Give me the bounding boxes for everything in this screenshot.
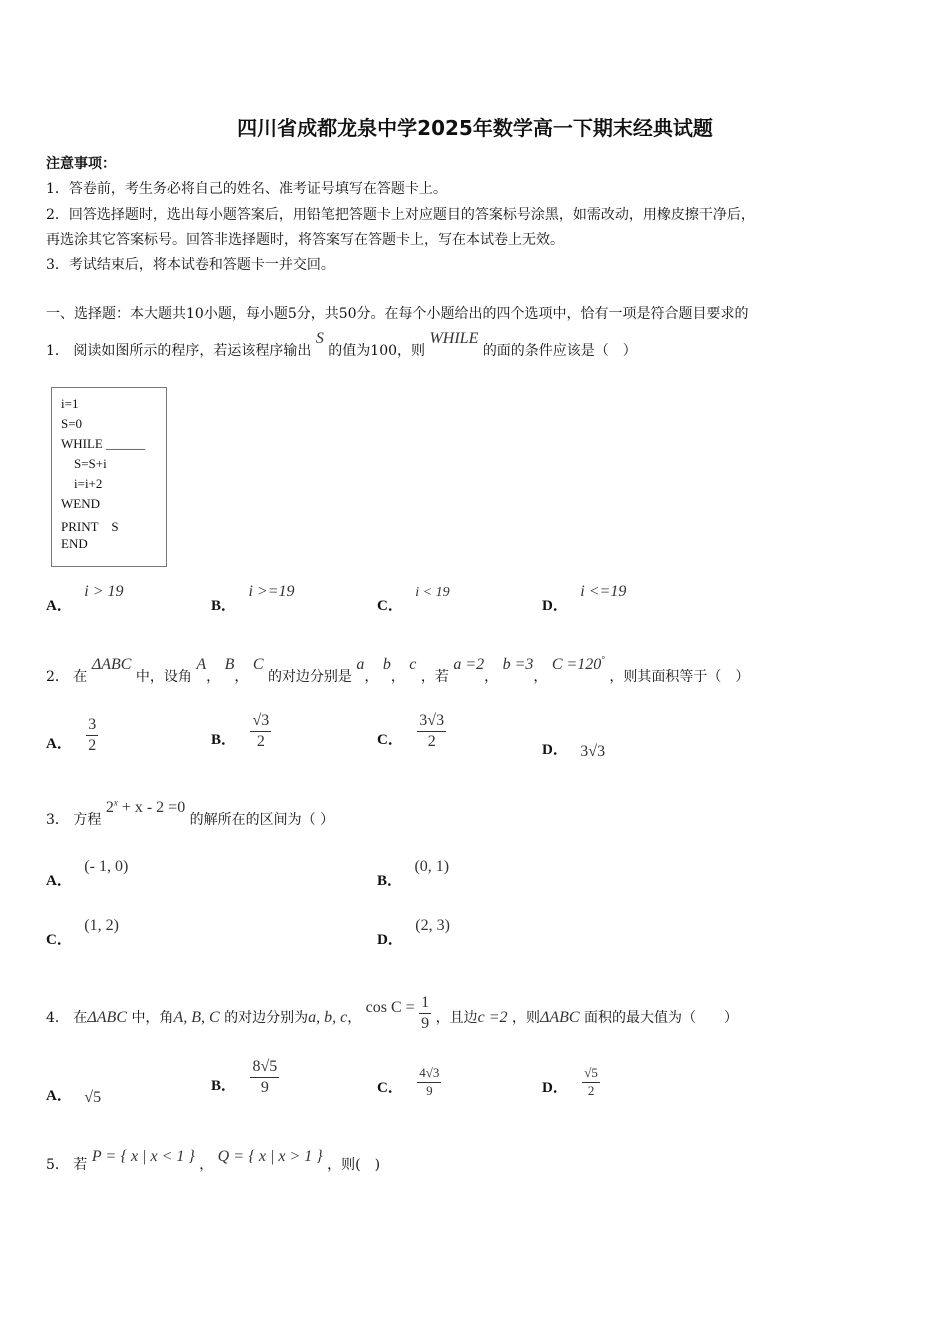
fraction-numerator: 8√5 — [250, 1058, 279, 1078]
code-line: WEND — [61, 496, 100, 511]
question-text: ，若 — [420, 669, 449, 685]
option-fraction — [86, 716, 98, 756]
math-expr: a =2 — [453, 656, 485, 673]
math-expr: S — [315, 330, 324, 347]
question-number: 4． — [46, 1009, 69, 1026]
question-text: 的值为100，则 — [328, 343, 426, 359]
question-text: 在 — [73, 669, 88, 685]
option-c — [377, 712, 446, 752]
option-label: A． — [46, 735, 72, 752]
question-text: 中，设角 — [135, 669, 192, 685]
option-math: i < 19 — [415, 585, 450, 600]
math-expr: B — [224, 656, 235, 673]
question-1 — [46, 330, 637, 360]
question-text: ，则( ) — [327, 1157, 381, 1173]
fraction-denominator: 9 — [426, 1082, 433, 1098]
notice-item: 再选涂其它答案标号。回答非选择题时，将答案写在答题卡上，写在本试卷上无效。 — [46, 232, 564, 248]
fraction-denominator: 2 — [88, 737, 97, 755]
set-expr: { x | x < 1 } — [120, 1148, 195, 1165]
question-text: 的对边分别是 — [267, 669, 352, 685]
fraction-numerator: √3 — [250, 712, 271, 732]
question-number: 2． — [46, 669, 69, 685]
math-expr: c — [409, 656, 417, 673]
math-expr — [552, 656, 605, 673]
math-expr: A, B, C — [173, 1008, 220, 1026]
option-math: (- 1, 0) — [84, 858, 129, 875]
option-d — [542, 1066, 600, 1099]
option-d — [542, 738, 606, 760]
math-expr: ΔABC — [91, 656, 132, 673]
section-heading: 一、选择题：本大题共10小题，每小题5分，共50分。在每个小题给出的四个选项中，恰有一项是符合题目要求的 — [46, 306, 749, 322]
question-text: 若 — [73, 1157, 88, 1173]
option-math: i >=19 — [248, 583, 295, 600]
option-b — [211, 712, 271, 752]
option-a — [46, 583, 124, 615]
fraction-numerator: √5 — [582, 1066, 600, 1083]
code-line: S=0 — [61, 416, 83, 431]
separator: ， — [206, 669, 221, 685]
option-label: D． — [542, 1080, 568, 1097]
option-label: A． — [46, 1088, 72, 1104]
option-fraction — [582, 1066, 600, 1099]
option-b — [211, 583, 295, 615]
question-text: 方程 — [73, 812, 102, 828]
equation-exponent: x — [113, 797, 118, 808]
question-text: ，则 — [511, 1009, 540, 1026]
math-expr: a, b, c — [308, 1008, 348, 1026]
separator: ， — [484, 669, 499, 685]
option-label: D． — [542, 598, 568, 614]
question-number: 5． — [46, 1157, 69, 1173]
separator: ， — [533, 669, 548, 685]
option-a — [46, 858, 129, 890]
math-expr: b — [382, 656, 391, 673]
page-title: 四川省成都龙泉中学2025年数学高一下期末经典试题 — [237, 116, 713, 140]
separator: ， — [390, 669, 405, 685]
separator: ， — [364, 669, 379, 685]
option-label: B． — [211, 1077, 237, 1094]
cos-expr — [366, 999, 415, 1016]
question-text: 的对边分别为 — [224, 1009, 309, 1026]
option-c — [377, 585, 450, 615]
notice-item: 3．考试结束后，将本试卷和答题卡一并交回。 — [46, 257, 335, 273]
option-math: (0, 1) — [414, 858, 450, 875]
option-label: D． — [377, 932, 403, 948]
question-text: ， — [347, 1009, 362, 1026]
option-label: C． — [46, 932, 72, 948]
set-expr: { x | x > 1 } — [248, 1148, 323, 1165]
question-text: ，则其面积等于（ ） — [609, 669, 750, 685]
option-fraction — [417, 1066, 441, 1099]
fraction-denominator: 2 — [587, 1082, 595, 1098]
separator: ， — [234, 669, 249, 685]
option-label: A． — [46, 873, 72, 889]
option-label: D． — [542, 742, 568, 758]
question-text: ，且边 — [435, 1009, 478, 1026]
cos-lhs: cos C = — [365, 998, 415, 1016]
option-d — [377, 917, 450, 949]
math-expr: A — [196, 656, 207, 673]
question-5 — [46, 1148, 381, 1174]
math-expr: P = — [91, 1148, 117, 1165]
math-expr: c =2 — [477, 1008, 508, 1026]
option-math: (2, 3) — [415, 917, 450, 934]
math-expr: Q = — [217, 1148, 245, 1165]
option-c — [46, 917, 119, 949]
option-fraction — [417, 712, 446, 752]
option-a — [46, 716, 98, 756]
option-label: A． — [46, 598, 72, 614]
equation-rest: + x - 2 =0 — [117, 799, 186, 816]
option-b — [377, 858, 450, 890]
question-text: 的解所在的区间为（ ） — [189, 812, 335, 828]
fraction-denominator: 9 — [421, 1015, 430, 1033]
option-math: i <=19 — [580, 583, 627, 600]
fraction-numerator: 1 — [419, 994, 431, 1014]
fraction-denominator: 2 — [256, 733, 265, 751]
code-line: WHILE ______ — [61, 436, 146, 451]
option-label: B． — [211, 598, 237, 614]
question-text: 中，角 — [131, 1009, 174, 1026]
question-4 — [46, 994, 739, 1038]
notice-item: 2．回答选择题时，选出每小题答案后，用铅笔把答题卡上对应题目的答案标号涂黑，如需改动，用橡皮擦干净后， — [46, 207, 755, 223]
option-math: √5 — [84, 1089, 102, 1106]
option-label: B． — [377, 873, 403, 889]
option-math: 3√3 — [580, 743, 606, 760]
option-a — [46, 1084, 102, 1106]
code-line: S=S+i — [74, 456, 107, 471]
fraction-denominator: 2 — [427, 733, 436, 751]
program-code-box — [51, 387, 167, 567]
notice-heading: 注意事项： — [46, 156, 116, 172]
math-expr: a — [356, 656, 365, 673]
option-math: i > 19 — [84, 583, 124, 600]
code-line: i=1 — [61, 396, 79, 411]
question-3 — [46, 797, 335, 829]
fraction-denominator: 9 — [260, 1079, 269, 1097]
question-number: 1． — [46, 343, 69, 359]
question-2 — [46, 654, 750, 686]
option-fraction — [250, 1058, 279, 1098]
option-c — [377, 1066, 441, 1099]
code-line: PRINT S — [61, 519, 119, 534]
math-expr: ΔABC — [539, 1008, 580, 1026]
fraction-numerator: 3 — [86, 716, 98, 736]
equation-base: 2 — [105, 799, 114, 816]
option-label: C． — [377, 731, 403, 748]
code-line: i=i+2 — [74, 476, 103, 491]
fraction-numerator: 3√3 — [417, 712, 446, 732]
math-expr-text: C =120 — [551, 656, 602, 673]
cos-fraction — [419, 994, 431, 1034]
equation — [106, 799, 185, 816]
math-expr: WHILE — [429, 330, 479, 347]
math-expr: b =3 — [502, 656, 534, 673]
degree-symbol: ° — [601, 654, 605, 665]
fraction-numerator: 4√3 — [417, 1066, 441, 1083]
question-text: 面积的最大值为（ ） — [584, 1009, 739, 1026]
code-line: END — [61, 536, 88, 551]
option-label: C． — [377, 598, 403, 614]
math-expr: C — [252, 656, 264, 673]
option-label: B． — [211, 731, 237, 748]
option-label: C． — [377, 1080, 403, 1097]
option-d — [542, 583, 627, 615]
option-b — [211, 1058, 279, 1098]
question-text: 的面的条件应该是（ ） — [482, 343, 637, 359]
notice-item: 1．答卷前，考生务必将自己的姓名、准考证号填写在答题卡上。 — [46, 181, 447, 197]
question-text: 阅读如图所示的程序，若运该程序输出 — [73, 343, 312, 359]
question-text: 在 — [73, 1009, 88, 1026]
math-expr: ΔABC — [87, 1008, 127, 1026]
option-math: (1, 2) — [84, 917, 119, 934]
question-number: 3． — [46, 812, 69, 828]
question-text: ， — [199, 1157, 214, 1173]
option-fraction — [250, 712, 271, 752]
